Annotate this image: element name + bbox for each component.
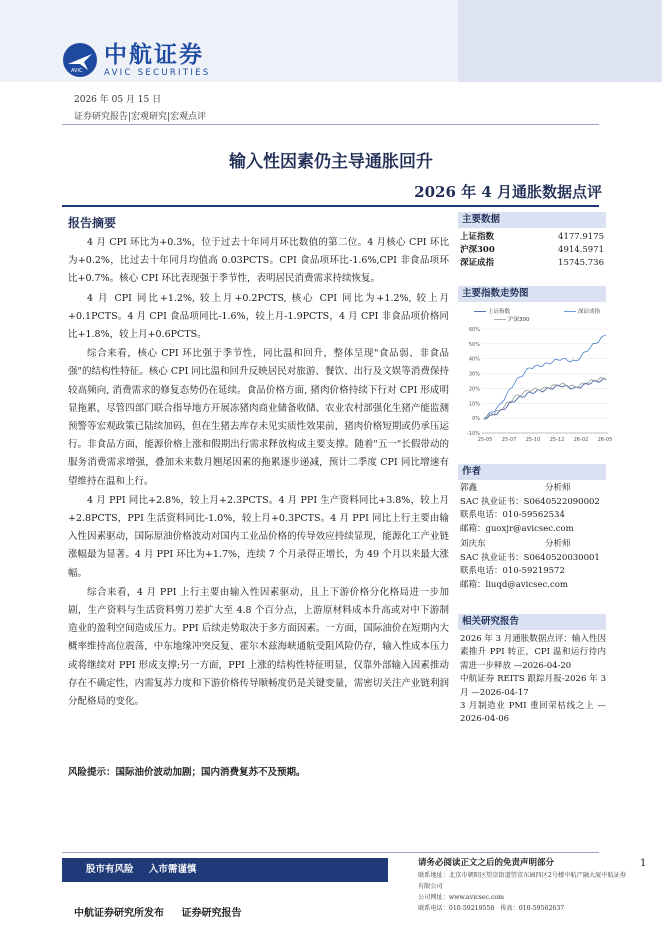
key-data-row: 上证指数 4177.9175 — [460, 232, 604, 242]
x-tick-label: 25-05 — [477, 437, 493, 443]
svg-text:AVIC: AVIC — [71, 68, 83, 74]
trend-heading: 主要指数走势图 — [458, 286, 606, 302]
company-logo — [62, 42, 211, 78]
author-tel: 联系电话：010-59562534 — [460, 510, 565, 520]
authors-panel — [458, 464, 606, 592]
y-tick-label: 10% — [468, 401, 480, 408]
key-data-panel — [458, 212, 606, 271]
footer-disclaimer: 请务必阅读正文之后的免责声明部分 — [418, 858, 555, 868]
footer-risk-band — [62, 858, 388, 882]
footer-address: 联系地址：北京市朝阳区望京街道望京东园四区2号楼中航产融大厦中航证券有限公司 — [418, 872, 627, 890]
x-tick-label: 26-05 — [597, 437, 612, 443]
paragraph: 综合来看，4 月 PPI 上行主要由输入性因素驱动，且上下游价格分化格局进一步加剧，生产资料与生活资料剪刀差扩大至 4.8 个百分点，上游原材料成本升高或对中下游制造业的盈利空间造成压力。PPI 后续走势取决于多方面因素。一方面，国际油价在短期内大概率维持高位震荡，中东地缘冲突反复、霍尔木兹海峡通航受阻风险仍存，输入性成本压力或将继续对 PPI 形成支撑;另一方面，PPI 上涨的结构性特征明显，仅靠外部输入因素推动存在不确定性，内需复苏力度和下游价格传导顺畅度仍是关键变量，需密切关注产业链利润分配格局的变化。 — [68, 586, 449, 708]
document-type: 证券研究报告 — [181, 908, 242, 919]
footer-band-left: 股市有风险 — [86, 864, 134, 875]
related-item[interactable]: 3 月制造业 PMI 重回荣枯线之上 —2026-04-06 — [460, 701, 606, 725]
brand-name-en: AVIC SECURITIES — [104, 68, 211, 78]
summary-body — [68, 234, 449, 712]
avic-logo-icon — [62, 42, 98, 78]
key-data-row: 深证成指 15745.736 — [460, 258, 604, 269]
legend-label: 沪深300 — [508, 317, 530, 323]
y-tick-label: -10% — [467, 431, 480, 437]
author-block — [458, 482, 606, 536]
author-tel: 联系电话：010-59219572 — [460, 566, 565, 576]
author-name: 刘庆东 — [460, 539, 486, 549]
author-block — [458, 538, 606, 592]
index-trend-chart — [460, 299, 612, 451]
paragraph: 4 月 PPI 同比+2.8%，较上月+2.3PCTS。4 月 PPI 生产资料同比+3.8%，较上月+2.8PCTS，PPI 生活资料同比-1.0%，较上月+0.3PCTS。4 月 PPI 同比上行主要由输入性因素驱动，国际原油价格波动对国内工业品价格的传导效应持续显现，能源化工产业链涨幅最为显著。4 月 PPI 环比为+1.7%，连续 7 个月录得正增长，为 49 个月以来最大涨幅。 — [68, 494, 449, 579]
related-panel — [458, 614, 606, 727]
header-divider — [62, 124, 599, 125]
paragraph: 4 月 CPI 同比+1.2%, 较上月+0.2PCTS, 核心 CPI 同比为+1.2%, 较上月+0.1PCTS。4 月 CPI 食品项同比-1.6%，较上月-1.9PCTS，4 月 CPI 非食品项价格同比+1.8%，较上月+0.6PCTS。 — [68, 292, 449, 341]
title-divider — [62, 205, 599, 207]
legend-label: 深证成指 — [578, 309, 601, 315]
related-item[interactable]: 2026 年 3 月通胀数据点评：输入性因素推升 PPI 转正，CPI 温和运行待内需进一步释放 —2026-04-20 — [460, 634, 606, 671]
author-sac: SAC 执业证书：S0640520030001 — [460, 552, 600, 563]
risk-warning: 风险提示：国际油价波动加剧；国内消费复苏不及预期。 — [68, 767, 306, 778]
series-line-2 — [484, 335, 606, 420]
authors-heading: 作者 — [458, 464, 606, 480]
y-tick-label: 50% — [468, 341, 480, 348]
x-tick-label: 26-02 — [573, 437, 589, 443]
author-name: 郭鑫 — [460, 483, 478, 493]
footer-phone: 联系电话：010-59219558 — [418, 905, 495, 912]
author-email[interactable]: 邮箱：guoxjr@avicsec.com — [460, 523, 574, 534]
key-data-row: 沪深300 4914.5971 — [460, 245, 604, 256]
footer-divider — [62, 852, 599, 853]
report-category: 证券研究报告|宏观研究|宏观点评 — [74, 112, 207, 122]
y-tick-label: 60% — [468, 327, 480, 333]
footer-publisher — [74, 904, 255, 919]
y-tick-label: 20% — [468, 386, 480, 393]
y-tick-label: 0% — [472, 416, 480, 423]
report-date: 2026 年 05 月 15 日 — [74, 95, 162, 105]
footer-contact — [418, 856, 628, 914]
author-role: 分析师 — [545, 539, 571, 549]
x-tick-label: 25-12 — [549, 437, 565, 443]
report-title: 输入性因素仍主导通胀回升 — [229, 152, 433, 172]
footer-website[interactable]: 公司网址：www.avicsec.com — [418, 894, 505, 901]
chart-svg — [460, 299, 612, 451]
x-tick-label: 25-10 — [525, 437, 541, 443]
paragraph: 4 月 CPI 环比为+0.3%，位于过去十年同月环比数值的第二位。4 月核心 CPI 环比为+0.2%，比过去十年同月均值高 0.03PCTS。CPI 食品项环比-1.6%,CPI 非食品项环比+0.7%。核心 CPI 环比表现强于季节性，表明居民消费需求持续恢复。 — [68, 237, 449, 285]
footer-fax: 传真：010-59562637 — [500, 905, 565, 912]
brand-name-cn: 中航证券 — [104, 42, 204, 68]
page-number: 1 — [640, 858, 647, 869]
paragraph: 综合来看，核心 CPI 环比强于季节性，同比温和回升，整体呈现"食品弱、非食品强"的结构性特征。核心 CPI 同比温和回升反映居民对旅游、餐饮、出行及文娱等消费保持较高频向, 消费需求的修复态势仍在延续。食品价格方面, 猪肉价格持续下行对 CPI 形成明显拖累，尽管四部门联合指导地方开展冻猪肉商业储备收储、农业农村部强化生猪产能监测预警等宏观政策已陆续加码，但在生猪去库存未见实质性效果前，猪肉价格短期或仍承压运行。非食品方面，能源价格上涨和假期出行需求释放构成主要支撑。随着"五一"长假带动的服务消费需求增强，叠加未来数月翘尾因素的拖累逐步递减，预计二季度 CPI 同比增速有望维持在温和上行。 — [68, 348, 449, 487]
header-band-right — [458, 0, 662, 82]
author-role: 分析师 — [545, 483, 571, 493]
y-tick-label: 30% — [468, 371, 480, 378]
related-heading: 相关研究报告 — [458, 614, 606, 630]
key-data-heading: 主要数据 — [458, 212, 606, 228]
related-item[interactable]: 中航证券 REITS 跟踪月报-2026 年 3 月 —2026-04-17 — [460, 674, 606, 698]
series-line-1 — [484, 378, 606, 418]
report-subtitle: 2026 年 4 月通胀数据点评 — [414, 183, 602, 201]
y-tick-label: 40% — [468, 356, 480, 363]
author-sac: SAC 执业证书：S0640522090002 — [460, 496, 600, 507]
author-email[interactable]: 邮箱：liuqd@avicsec.com — [460, 579, 568, 590]
footer-band-right: 入市需谨慎 — [148, 864, 197, 875]
summary-heading: 报告摘要 — [68, 216, 117, 230]
legend-label: 上证指数 — [488, 309, 511, 315]
x-tick-label: 25-07 — [501, 437, 517, 443]
publisher-name: 中航证券研究所发布 — [74, 908, 164, 919]
